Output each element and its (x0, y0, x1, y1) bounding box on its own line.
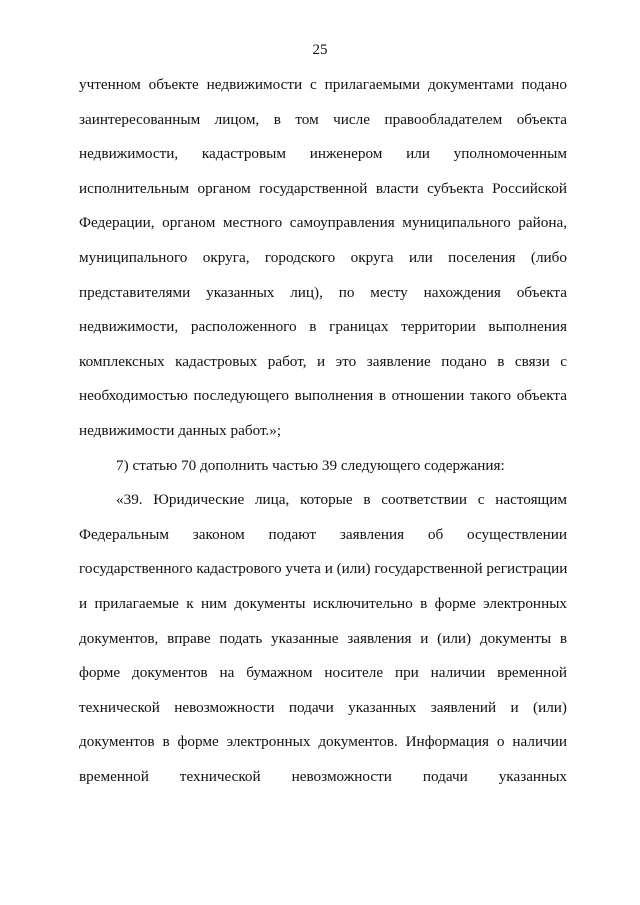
text-line: комплексных кадастровых работ, и это заявление подано в связи с (79, 352, 567, 370)
text-line: необходимостью последующего выполнения в отношении такого объекта (79, 387, 567, 405)
text-line: и прилагаемые к ним документы исключительно в форме электронных (79, 594, 567, 612)
document-text (79, 68, 567, 794)
text-line: «39. Юридические лица, которые в соответствии с настоящим (116, 491, 567, 509)
text-line: форме документов на бумажном носителе при наличии временной (79, 664, 567, 682)
text-line: Федерации, органом местного самоуправления муниципального района, (79, 214, 567, 232)
text-line: муниципального округа, городского округа или поселения (либо (79, 248, 567, 266)
page-number: 25 (312, 42, 328, 58)
text-line: недвижимости данных работ.»; (79, 421, 282, 439)
text-line: недвижимости, расположенного в границах территории выполнения (79, 318, 567, 336)
text-line: учтенном объекте недвижимости с прилагаемыми документами подано (79, 76, 567, 93)
text-line: временной технической невозможности подачи указанных (79, 767, 567, 785)
text-line: недвижимости, кадастровым инженером или уполномоченным (79, 145, 567, 163)
text-line: исполнительным органом государственной власти субъекта Российской (79, 179, 567, 197)
text-line: государственного кадастрового учета и (или) государственной регистрации (79, 560, 568, 578)
text-line: документов, вправе подать указанные заявления и (или) документы в (79, 629, 567, 647)
text-line: представителями указанных лиц), по месту нахождения объекта (79, 283, 567, 301)
text-line: заинтересованным лицом, в том числе правообладателем объекта (79, 110, 567, 128)
text-line: документов в форме электронных документов. Информация о наличии (79, 733, 567, 751)
text-line: 7) статью 70 дополнить частью 39 следующего содержания: (116, 456, 505, 474)
text-line: технической невозможности подачи указанных заявлений и (или) (79, 698, 567, 716)
text-line: Федеральным законом подают заявления об осуществлении (79, 525, 567, 543)
